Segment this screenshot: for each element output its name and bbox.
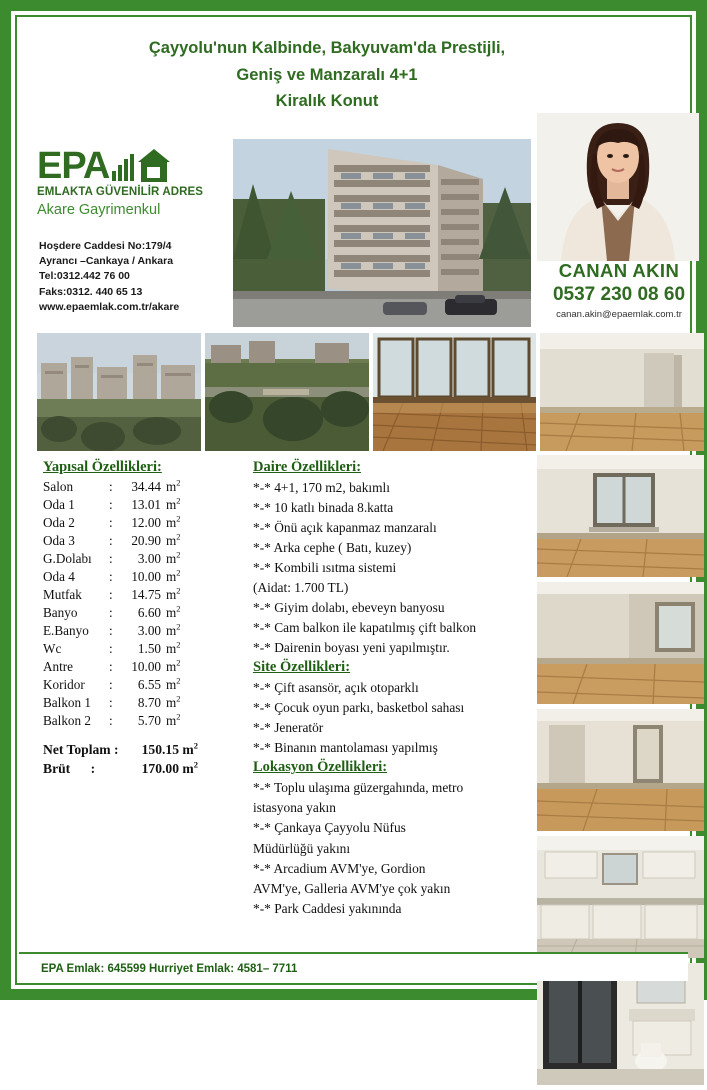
photo-empty-room-1 <box>540 333 704 451</box>
spec-row: Oda 3 : 20.90 $m^2$ <box>43 531 181 549</box>
right-photo-column <box>537 455 704 1090</box>
website-line: www.epaemlak.com.tr/akare <box>39 300 180 313</box>
list-item: *-* Önü açık kapanmaz manzaralı <box>253 520 437 536</box>
brand-logo-block <box>37 143 227 218</box>
photo-room-with-window <box>537 455 704 577</box>
location-features-title: Lokasyon Özellikleri: <box>253 759 388 776</box>
address-line: Ayrancı –Cankaya / Ankara <box>39 255 174 268</box>
brand-slogan: EMLAKTA GÜVENİLİR ADRES <box>37 186 204 198</box>
spec-row: Salon : 34.44 $m^2$ <box>43 478 181 495</box>
list-item: *-* Binanın mantolaması yapılmış <box>253 740 438 756</box>
phone-line: Tel:0312.442 76 00 <box>39 270 130 283</box>
spec-row: Oda 1 : 13.01 $m^2$ <box>43 495 181 513</box>
agent-phone[interactable]: 0537 230 08 60 <box>552 284 686 305</box>
headline-line-1: Çayyolu'nun Kalbinde, Bakyuvam'da Prestijli, <box>148 39 506 57</box>
list-item: *-* 10 katlı binada 8.katta <box>253 500 394 516</box>
fax-line: Faks:0312. 440 65 13 <box>39 285 143 298</box>
photo-city-view <box>37 333 201 451</box>
headline-line-3: Kiralık Konut <box>275 92 379 111</box>
list-item: *-* 4+1, 170 m2, bakımlı <box>253 480 390 495</box>
flat-features-title: Daire Özellikleri: <box>253 459 362 475</box>
footer-listing-ids: EPA Emlak: 645599 Hurriyet Emlak: 4581– 7711 <box>41 963 298 975</box>
flyer-inner-frame <box>15 15 692 985</box>
photo-park-view <box>205 333 369 451</box>
list-item: *-* Çocuk oyun parkı, basketbol sahası <box>253 700 465 716</box>
spec-row: Balkon 1 : 8.70 $m^2$ <box>43 693 181 710</box>
spec-row: Balkon 2 : 5.70 $m^2$ <box>43 711 181 728</box>
location-features <box>253 759 533 917</box>
logo-row <box>37 143 227 185</box>
site-features <box>253 659 533 757</box>
list-item: *-* Jeneratör <box>253 720 324 736</box>
spec-row: Wc : 1.50 $m^2$ <box>43 639 181 656</box>
logo-wordmark: EPA <box>37 145 110 187</box>
hero-photo-building <box>233 139 531 327</box>
agent-name: CANAN AKIN <box>558 260 680 281</box>
list-item: *-* Toplu ulaşıma güzergahında, metro <box>253 780 464 796</box>
list-item: *-* Kombili ısıtma sistemi <box>253 560 397 576</box>
flat-features <box>253 459 533 657</box>
photo-room-doorway <box>537 709 704 831</box>
list-item: (Aidat: 1.700 TL) <box>253 580 349 596</box>
spec-row: Mutfak : 14.75 $m^2$ <box>43 585 181 603</box>
photo-strip <box>37 333 704 451</box>
contact-address <box>39 239 239 315</box>
photo-bathroom <box>537 963 704 1085</box>
features-column <box>253 459 533 920</box>
list-item: *-* Çankaya Çayyolu Nüfus <box>253 820 406 836</box>
net-total-row: Net Toplam : 150.15 $m^2$ <box>43 740 198 757</box>
house-icon <box>137 149 171 183</box>
photo-kitchen <box>537 836 704 958</box>
list-item: istasyona yakın <box>253 800 336 816</box>
spec-row: Oda 2 : 12.00 $m^2$ <box>43 513 181 531</box>
spec-row: Banyo : 6.60 $m^2$ <box>43 603 181 620</box>
site-features-title: Site Özellikleri: <box>253 659 351 676</box>
list-item: AVM'ye, Galleria AVM'ye çok yakın <box>253 880 451 896</box>
agent-info <box>533 260 705 320</box>
structural-specs <box>43 459 243 779</box>
spec-row: Oda 4 : 10.00 $m^2$ <box>43 567 181 585</box>
totals-block <box>43 739 243 779</box>
list-item: *-* Park Caddesi yakınında <box>253 900 402 916</box>
list-item: *-* Arcadium AVM'ye, Gordion <box>253 860 426 876</box>
list-item: Müdürlüğü yakını <box>253 840 351 856</box>
list-item: *-* Dairenin boyası yeni yapılmıştır. <box>253 640 450 656</box>
list-item: *-* Cam balkon ile kapatılmış çift balkon <box>253 620 477 636</box>
list-item: *-* Çift asansör, açık otoparklı <box>253 680 419 696</box>
gross-total-row: Brüt : 170.00 $m^2$ <box>43 759 198 777</box>
spec-row: G.Dolabı : 3.00 $m^2$ <box>43 549 181 567</box>
photo-room-corner <box>537 582 704 704</box>
spec-row: Koridor : 6.55 $m^2$ <box>43 675 181 692</box>
bar-chart-icon <box>112 155 134 181</box>
agent-photo <box>537 113 699 261</box>
spec-row: Antre : 10.00 $m^2$ <box>43 657 181 674</box>
page-title <box>107 35 547 115</box>
headline-line-2: Geniş ve Manzaralı 4+1 <box>236 65 418 84</box>
photo-glazed-balcony <box>373 333 537 451</box>
agent-email[interactable]: canan.akin@epaemlak.com.tr <box>556 309 682 320</box>
structural-title: Yapısal Özellikleri: <box>43 459 162 475</box>
spec-row: E.Banyo : 3.00 $m^2$ <box>43 621 181 638</box>
address-line: Hoşdere Caddesi No:179/4 <box>39 240 172 252</box>
list-item: *-* Giyim dolabı, ebeveyn banyosu <box>253 600 445 616</box>
company-name: Akare Gayrimenkul <box>37 202 161 218</box>
list-item: *-* Arka cephe ( Batı, kuzey) <box>253 540 412 556</box>
